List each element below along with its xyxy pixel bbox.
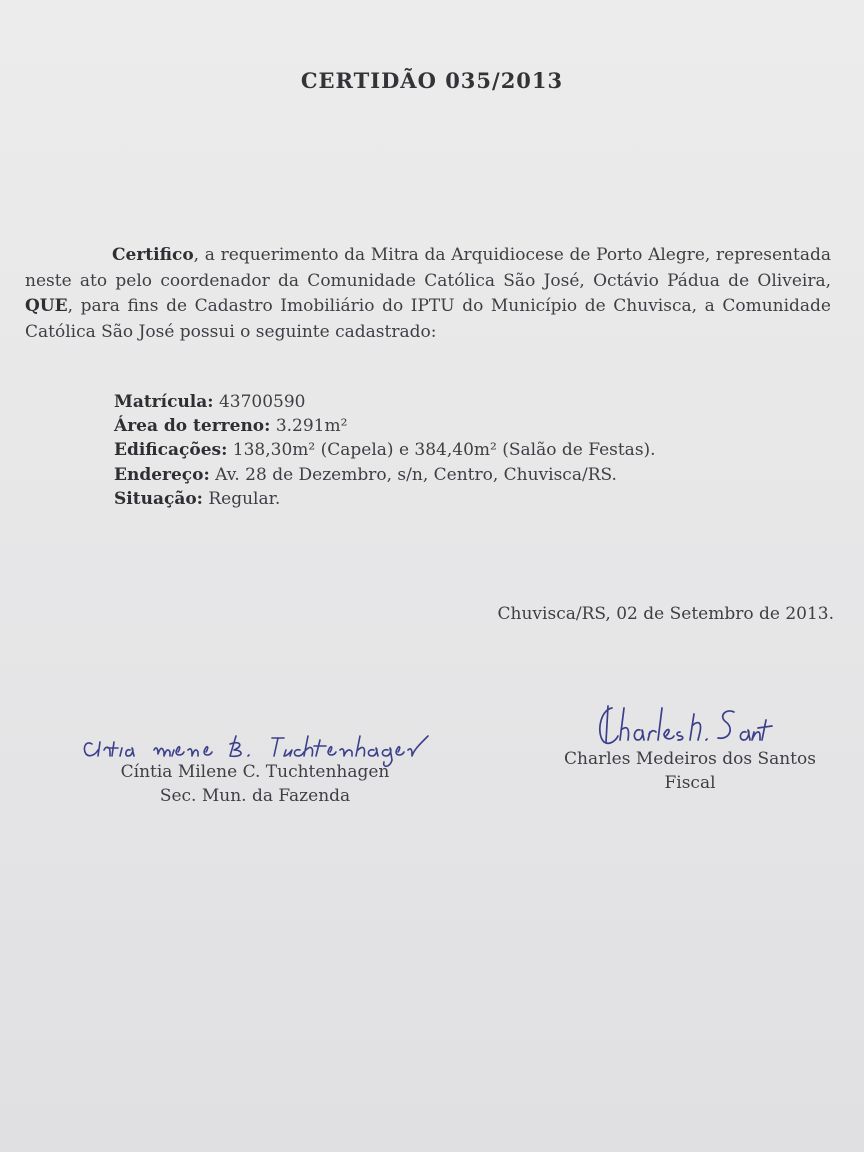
certificate-paragraph (25, 243, 831, 345)
detail-row-edificacoes (114, 438, 814, 462)
signatory-left-role: Sec. Mun. da Fazenda (159, 786, 351, 806)
detail-row-situacao (114, 487, 814, 511)
que-word: QUE (25, 296, 68, 316)
paragraph-part-1: , a requerimento da Mitra da Arquidiocese de Porto Alegre, representada neste ato pelo coordenador da Comunidade Católica São José, Octávio Pádua de Oliveira, (25, 245, 831, 291)
signatory-right-role: Fiscal (664, 773, 716, 793)
signatory-left (80, 760, 430, 808)
property-details (114, 390, 814, 511)
detail-row-matricula (114, 390, 814, 414)
detail-label: Situação: (114, 488, 203, 509)
signatory-right (540, 747, 840, 795)
certificate-title: CERTIDÃO 035/2013 (300, 68, 564, 93)
date-line: Chuvisca/RS, 02 de Setembro de 2013. (497, 604, 834, 624)
paragraph-part-2: , para fins de Cadastro Imobiliário do IPTU do Município de Chuvisca, a Comunidade Católica São José possui o seguinte cadastrado: (25, 296, 831, 342)
detail-row-area (114, 414, 814, 438)
signatory-right-name: Charles Medeiros dos Santos (564, 749, 816, 769)
signatory-left-name: Cíntia Milene C. Tuchtenhagen (120, 762, 390, 782)
detail-value: 138,30m² (Capela) e 384,40m² (Salão de Festas). (227, 440, 656, 461)
lead-word: Certifico (112, 245, 194, 265)
detail-value: 43700590 (213, 392, 306, 412)
detail-label: Endereço: (114, 464, 210, 485)
detail-label: Matrícula: (114, 392, 214, 412)
detail-row-endereco (114, 463, 814, 487)
detail-value: 3.291m² (270, 416, 348, 437)
detail-label: Área do terreno: (114, 416, 271, 437)
signature-right-image (594, 700, 774, 750)
detail-value: Av. 28 de Dezembro, s/n, Centro, Chuvisca/RS. (209, 464, 617, 485)
detail-label: Edificações: (114, 440, 228, 461)
detail-value: Regular. (202, 488, 281, 509)
